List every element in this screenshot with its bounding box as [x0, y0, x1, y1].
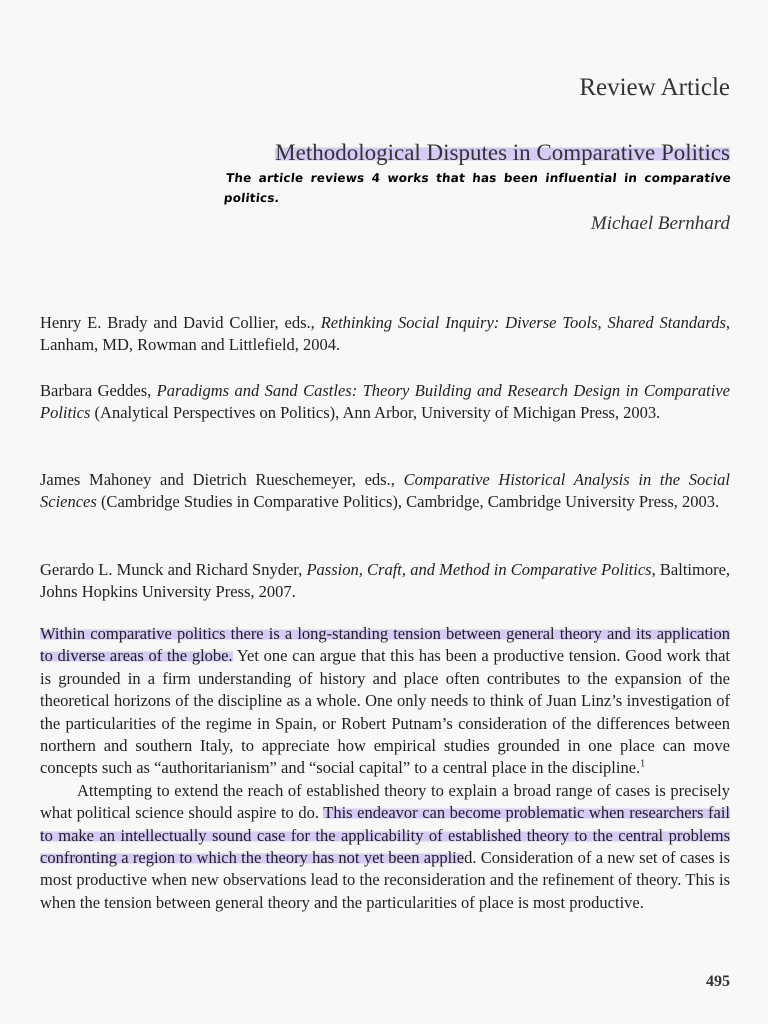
paragraph-text: Yet one can argue that this has been a productive tension. Good work that is grounded in a firm understanding of history and place often contributes to the expansion of the theoretical horizons of the discipline as a whole. One only needs to think of Juan Linz’s investigation of the particularities of the regime in Spain, or Robert Putnam’s consideration of the differences between northern and southern Italy, to appreciate how empirical studies grounded in one place can move concepts such as “authoritarianism” and “social capital” to a central place in the discipline.	[40, 646, 730, 778]
section-label: Review Article	[579, 74, 730, 101]
paragraph-text: d. Consideration of a new set of cases is most productive when new observations lead to the reconsideration and the refinement of theory. This is when the tension between general theory and the particularities of place is most productive.	[40, 848, 731, 912]
reference-title: Comparative Historical Analysis in the Social Sciences	[40, 470, 730, 511]
reference-authors: Henry E. Brady and David Collier, eds.,	[40, 313, 321, 332]
reference-item	[40, 312, 730, 356]
handwritten-annotation: The article reviews 4 works that has been influential in comparative politics.	[223, 171, 732, 205]
reference-publisher: , Lanham, MD, Rowman and Littlefield, 2004.	[40, 313, 730, 354]
body-paragraph	[40, 780, 730, 914]
reference-publisher: (Analytical Perspectives on Politics), Ann Arbor, University of Michigan Press, 2003.	[90, 403, 661, 422]
highlighted-passage: Within comparative politics there is a long-standing tension between general theory and its application to diverse areas of the globe.	[40, 624, 730, 666]
reference-title: Paradigms and Sand Castles: Theory Building and Research Design in Comparative Politics	[40, 381, 730, 422]
reference-authors: Barbara Geddes,	[40, 381, 157, 400]
reference-item	[40, 380, 730, 424]
reference-authors: James Mahoney and Dietrich Rueschemeyer, eds.,	[40, 470, 404, 489]
article-body	[40, 623, 730, 914]
reference-publisher: , Baltimore, Johns Hopkins University Press, 2007.	[40, 560, 731, 601]
reference-authors: Gerardo L. Munck and Richard Snyder,	[40, 560, 307, 579]
reference-title: Passion, Craft, and Method in Comparative Politics	[306, 560, 652, 579]
reference-item	[40, 559, 730, 603]
reference-title: Rethinking Social Inquiry: Diverse Tools, Shared Standards	[320, 313, 726, 332]
article-author: Michael Bernhard	[590, 213, 730, 234]
footnote-marker[interactable]: 1	[640, 758, 646, 770]
paragraph-text: Attempting to extend the reach of established theory to explain a broad range of cases is precisely what political science should aspire to do.	[40, 780, 730, 823]
reference-item	[40, 469, 730, 513]
page-number: 495	[706, 973, 730, 990]
reference-publisher: (Cambridge Studies in Comparative Politics), Cambridge, Cambridge University Press, 2003.	[96, 492, 720, 511]
title-highlight: Methodological Disputes in Comparative Politics	[275, 140, 730, 165]
body-paragraph	[40, 623, 730, 780]
article-title	[275, 140, 730, 166]
highlighted-passage: This endeavor can become problematic when researchers fail to make an intellectually sound case for the applicability of established theory to the central problems confronting a region to which the theory has not yet been applie	[40, 803, 730, 868]
